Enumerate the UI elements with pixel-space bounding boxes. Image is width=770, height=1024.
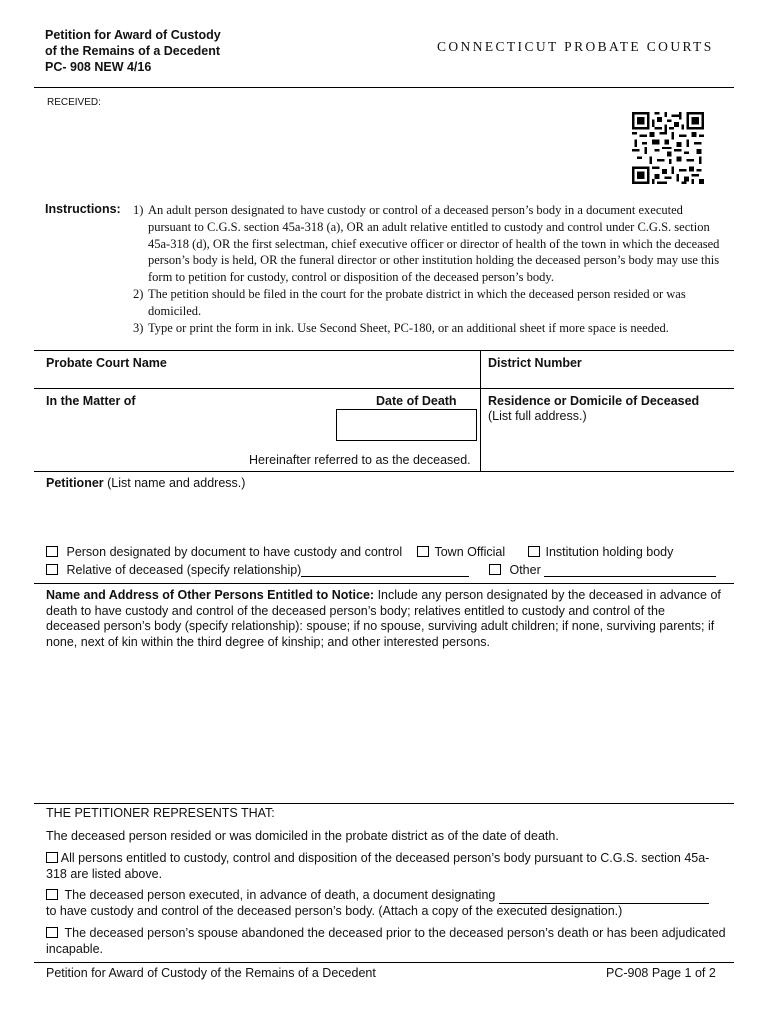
date-of-death-input[interactable]: [336, 409, 477, 441]
residence-label: Residence or Domicile of Deceased: [488, 394, 700, 408]
notice-row-top-border: [34, 583, 734, 584]
checkbox[interactable]: [46, 546, 58, 557]
checkbox[interactable]: [46, 564, 58, 575]
checkbox[interactable]: [46, 852, 58, 863]
represent-option-3[interactable]: [46, 926, 726, 957]
represent-option-2-line: [46, 888, 726, 904]
petitioner-label: Petitioner: [46, 476, 104, 490]
form-title: [45, 27, 221, 75]
matter-row-top-border: [34, 388, 734, 389]
petitioner-hint: (List name and address.): [107, 476, 246, 490]
instruction-text: The petition should be filed in the court for the probate district in which the deceased person resided or was domiciled.: [148, 286, 686, 318]
form-title-line-1: Petition for Award of Custody: [45, 28, 221, 42]
instruction-text: An adult person designated to have custody or control of a deceased person’s body in a document executed pursuant to C.G.S. section 45a-318 (a), OR an adult relative entitled to custody and control under C.G.S. section 45a-318 (d), OR the first selectman, chief executive officer or director of health of the town in which the deceased person’s body is held, OR the funeral director or other institution holding the deceased person’s body may use this form to petition for custody, control or disposition of the deceased person’s body.: [148, 203, 720, 285]
instruction-text: Type or print the form in ink. Use Second Sheet, PC-180, or an additional sheet if more space is needed.: [148, 320, 669, 335]
residence-hint: (List full address.): [488, 409, 587, 423]
instructions-list: [133, 202, 723, 336]
relationship-blank[interactable]: [301, 576, 469, 577]
hereinafter-text: Hereinafter referred to as the deceased.: [249, 453, 471, 467]
footer-form-title: Petition for Award of Custody of the Remains of a Decedent: [46, 966, 376, 980]
notice-block: [46, 588, 722, 650]
represent-option-2[interactable]: [46, 888, 726, 919]
option-designated[interactable]: [46, 545, 402, 559]
checkbox[interactable]: [528, 546, 540, 557]
date-of-death-label: Date of Death: [376, 394, 457, 408]
footer-divider: [34, 962, 734, 963]
option-label: Person designated by document to have custody and control: [66, 545, 403, 559]
represent-option-1[interactable]: [46, 851, 726, 882]
matter-row-divider: [480, 388, 481, 472]
petitioner-row-top-border: [34, 471, 734, 472]
represent-option-2-text: The deceased person executed, in advance of death, a document designating: [64, 888, 496, 902]
instruction-item: [133, 286, 723, 320]
form-title-line-2: of the Remains of a Decedent: [45, 44, 221, 58]
option-label: Institution holding body: [545, 545, 674, 559]
option-label: Other: [509, 563, 541, 577]
other-blank[interactable]: [544, 576, 716, 577]
checkbox[interactable]: [417, 546, 429, 557]
option-relative[interactable]: [46, 563, 469, 577]
petitioner-heading: [46, 476, 245, 490]
checkbox[interactable]: [46, 927, 58, 938]
instruction-number: 3): [133, 320, 144, 335]
footer-page-number: PC-908 Page 1 of 2: [606, 966, 716, 980]
notice-label: Name and Address of Other Persons Entitled to Notice:: [46, 588, 375, 602]
instruction-number: 1): [133, 203, 144, 217]
represent-option-1-text: All persons entitled to custody, control and disposition of the deceased person’s body pursuant to C.G.S. section 45a-318 are listed above.: [46, 851, 710, 881]
instruction-item: [133, 202, 723, 286]
checkbox[interactable]: [489, 564, 501, 575]
court-brand: CONNECTICUT PROBATE COURTS: [437, 39, 714, 54]
received-label: RECEIVED:: [47, 97, 101, 108]
district-number-label: District Number: [488, 356, 582, 370]
probate-court-name-label: Probate Court Name: [46, 356, 167, 370]
represents-heading: THE PETITIONER REPRESENTS THAT:: [46, 806, 275, 820]
court-row-divider: [480, 350, 481, 389]
instruction-item: [133, 320, 723, 337]
represents-top-border: [34, 803, 734, 804]
qr-code: [632, 112, 704, 184]
represents-statement: The deceased person resided or was domiciled in the probate district as of the date of death.: [46, 829, 559, 843]
instructions-label: Instructions:: [45, 202, 121, 216]
in-the-matter-of-label: In the Matter of: [46, 394, 136, 408]
option-other[interactable]: [489, 563, 716, 577]
instruction-number: 2): [133, 286, 144, 301]
represent-option-3-text: The deceased person’s spouse abandoned the deceased prior to the deceased person’s death or has been adjudicated incapable.: [46, 926, 726, 956]
option-town-official[interactable]: [417, 545, 505, 559]
option-label: Relative of deceased (specify relationship): [66, 563, 302, 577]
court-row-top-border: [34, 350, 734, 351]
form-number: PC- 908 NEW 4/16: [45, 60, 152, 74]
represent-option-2-continuation: to have custody and control of the deceased person’s body. (Attach a copy of the executed designation.): [46, 903, 623, 918]
header-divider: [34, 87, 734, 88]
option-label: Town Official: [434, 545, 506, 559]
option-institution[interactable]: [528, 545, 673, 559]
checkbox[interactable]: [46, 889, 58, 900]
notice-text: Include any person designated by the deceased in advance of death to have custody and control of the deceased person’s body; relatives entitled to custody and control of the deceased person’s body (specify relationship): spouse; if no spouse, surviving adult children; if none, surviving parents; if none, next of kin within the third degree of kinship; and other interested persons.: [46, 588, 721, 649]
